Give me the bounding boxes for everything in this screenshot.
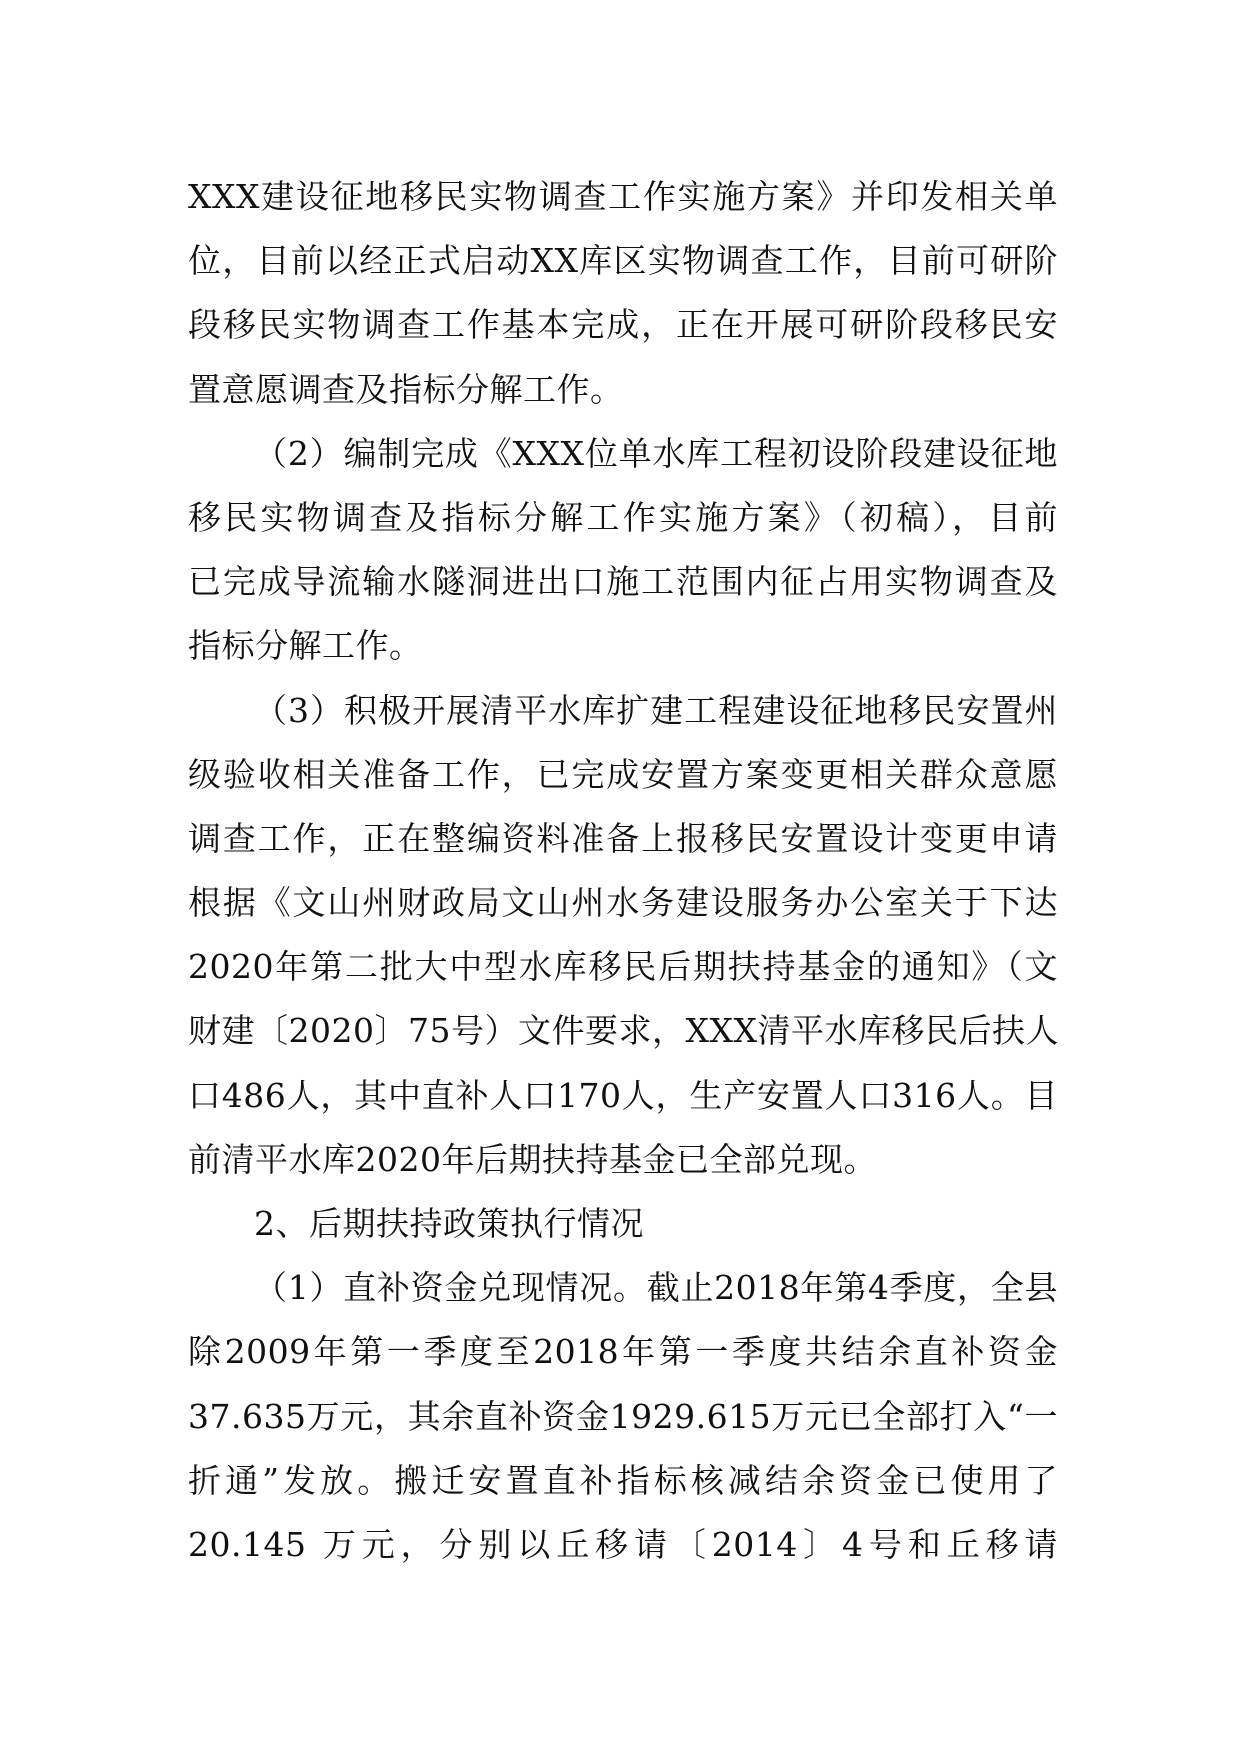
text-line-16: 前清平水库2020年后期扶持基金已全部兑现。 xyxy=(188,1139,877,1179)
text-line-9: （3）积极开展清平水库扩建工程建设征地移民安置州 xyxy=(254,690,1058,730)
text-line-3: 段移民实物调查工作基本完成，正在开展可研阶段移民安 xyxy=(188,305,1058,345)
text-line-11: 调查工作，正在整编资料准备上报移民安置设计变更申请 xyxy=(188,818,1058,858)
section-heading: 2、后期扶持政策执行情况 xyxy=(254,1204,644,1243)
text-line-8: 指标分解工作。 xyxy=(188,626,423,666)
text-line-21: 折通”发放。搬迁安置直补指标核减结余资金已使用了 xyxy=(188,1460,1058,1500)
text-line-7: 已完成导流输水隧洞进出口施工范围内征占用实物调查及 xyxy=(188,562,1058,602)
text-line-18: （1）直补资金兑现情况。截止2018年第4季度，全县 xyxy=(254,1268,1058,1308)
text-line-5: （2）编制完成《XXX位单水库工程初设阶段建设征地 xyxy=(254,433,1058,473)
text-line-15: 口486人，其中直补人口170人，生产安置人口316人。目 xyxy=(188,1075,1058,1115)
text-line-13: 2020年第二批大中型水库移民后期扶持基金的通知》（文 xyxy=(188,947,1058,987)
body-text xyxy=(188,165,1058,1577)
text-line-22: 20.145 万元，分别以丘移请〔2014〕4号和丘移请 xyxy=(188,1524,1058,1564)
text-line-14: 财建〔2020〕75号）文件要求，XXX清平水库移民后扶人 xyxy=(188,1011,1059,1051)
text-line-2: 位，目前以经正式启动XX库区实物调查工作，目前可研阶 xyxy=(188,241,1058,281)
text-line-10: 级验收相关准备工作，已完成安置方案变更相关群众意愿 xyxy=(188,754,1058,794)
text-line-12: 根据《文山州财政局文山州水务建设服务办公室关于下达 xyxy=(188,883,1058,923)
text-line-6: 移民实物调查及指标分解工作实施方案》（初稿），目前 xyxy=(188,497,1058,537)
text-line-1: XXX建设征地移民实物调查工作实施方案》并印发相关单 xyxy=(188,177,1058,216)
text-line-20: 37.635万元，其余直补资金1929.615万元已全部打入“一 xyxy=(188,1396,1058,1436)
text-line-19: 除2009年第一季度至2018年第一季度共结余直补资金 xyxy=(188,1332,1058,1372)
text-line-4: 置意愿调查及指标分解工作。 xyxy=(188,369,624,409)
